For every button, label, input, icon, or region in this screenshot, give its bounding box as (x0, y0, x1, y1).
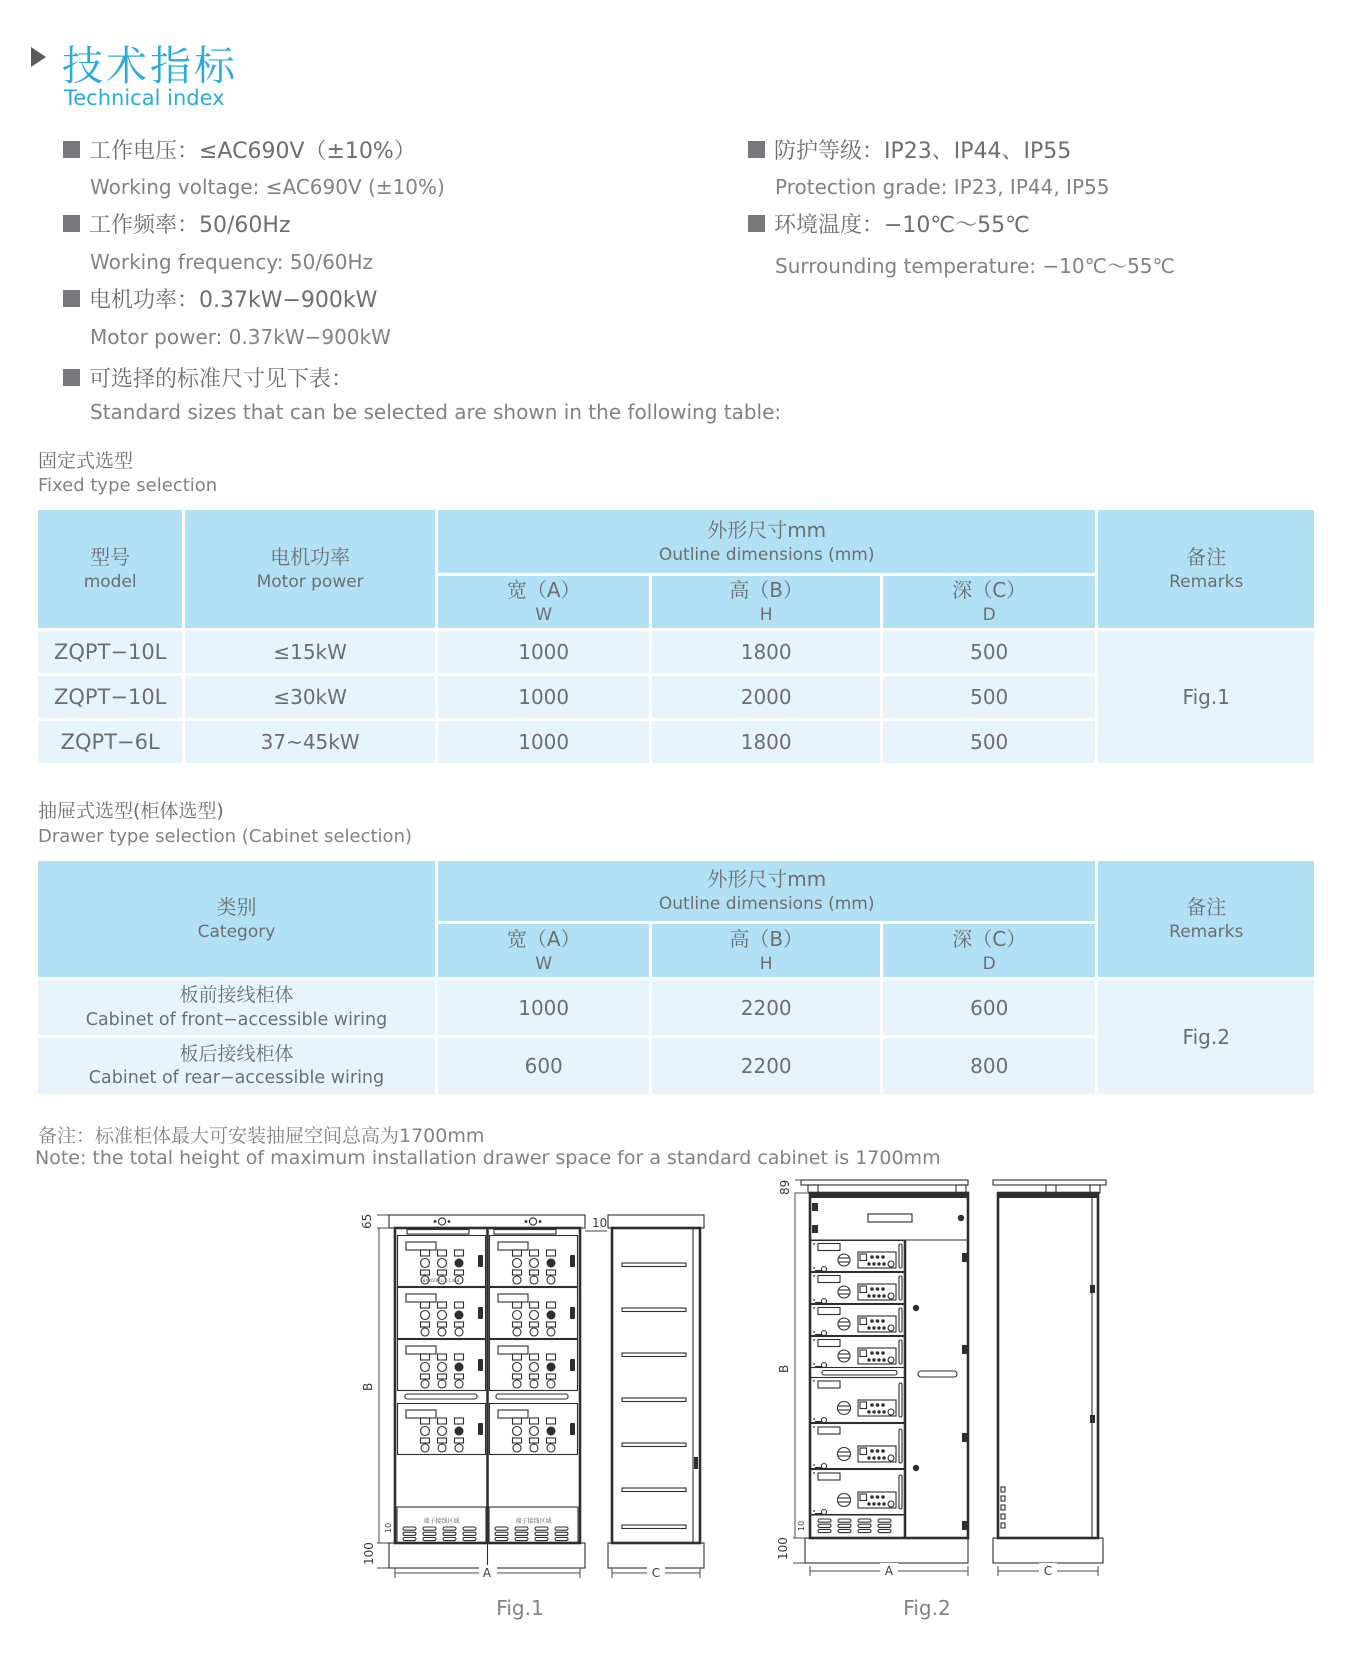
spec-sizes-intro (63, 362, 353, 393)
fig2-dim-B: B (777, 1364, 791, 1373)
fig1-terminal-label: 端子接线区域 (423, 1518, 460, 1525)
spec-zh-text: 工作电压：≤AC690V（±10%） (89, 139, 416, 164)
cell-width: 1000 (436, 630, 651, 675)
cell-height: 1800 (651, 720, 882, 765)
drawer-section-title-en: Drawer type selection (Cabinet selection) (38, 826, 413, 847)
cell-model: ZQPT−10L (37, 630, 184, 675)
fig1-dim-A: A (482, 1566, 492, 1580)
table-row (37, 630, 1316, 675)
col-header-height (651, 575, 882, 630)
cell-width: 1000 (436, 720, 651, 765)
drawer-section-title-zh: 抽屉式选型(柜体选型) (38, 800, 224, 822)
header-zh: 深（C） (952, 926, 1027, 951)
spec-zh-text: 防护等级：IP23、IP44、IP55 (774, 139, 1072, 164)
category-zh: 板后接线柜体 (179, 1042, 294, 1065)
header-en: W (535, 953, 553, 974)
spec-sizes-intro-en: Standard sizes that can be selected are shown in the following table: (90, 400, 782, 424)
spec-protection-grade (748, 134, 1071, 165)
col-header-remarks (1097, 860, 1316, 979)
spec-working-voltage-en: Working voltage: ≤AC690V (±10%) (90, 175, 445, 199)
fig1-dim-100: 100 (362, 1542, 376, 1565)
header-zh: 外形尺寸mm (707, 867, 827, 892)
cell-depth: 600 (881, 979, 1097, 1037)
fig1-dim-65: 65 (360, 1213, 374, 1229)
spec-working-frequency-en: Working frequency: 50/60Hz (90, 250, 374, 274)
header-en: H (759, 953, 773, 974)
cell-depth: 500 (881, 720, 1097, 765)
cell-power: ≤30kW (184, 675, 437, 720)
header-en: Remarks (1169, 922, 1244, 943)
col-header-depth (881, 923, 1097, 979)
col-header-height (651, 923, 882, 979)
page-subtitle: Technical index (64, 86, 225, 110)
fig1-tiny-label: BX20/3RL/X-13A8 (422, 1278, 460, 1283)
header-zh: 电机功率 (270, 545, 351, 570)
header-en: Remarks (1169, 572, 1244, 593)
col-header-outline-dimensions (436, 860, 1097, 923)
fig1-dim-B: B (361, 1382, 375, 1391)
spec-zh-text: 电机功率：0.37kW−900kW (89, 288, 378, 313)
note-zh: 备注：标准柜体最大可安装抽屉空间总高为1700mm (38, 1125, 485, 1147)
header-en: Category (197, 922, 276, 943)
fig1-drawing (355, 1195, 725, 1635)
cell-remark: Fig.1 (1097, 630, 1316, 765)
fig1-dim-C: C (651, 1566, 661, 1580)
fixed-section-title-en: Fixed type selection (38, 475, 218, 496)
fig1-dim-10-small: 10 (384, 1522, 393, 1533)
square-bullet-icon (748, 141, 765, 158)
cell-remark: Fig.2 (1097, 979, 1316, 1096)
col-header-depth (881, 575, 1097, 630)
fig2-caption: Fig.2 (903, 1596, 951, 1620)
cell-width: 1000 (436, 979, 651, 1037)
header-zh: 备注 (1186, 895, 1227, 920)
header-zh: 高（B） (729, 926, 804, 951)
cell-width: 1000 (436, 675, 651, 720)
header-en: Outline dimensions (mm) (658, 894, 875, 915)
spec-motor-power (63, 283, 377, 314)
header-en: Motor power (256, 572, 364, 593)
category-en: Cabinet of rear−accessible wiring (88, 1068, 385, 1089)
square-bullet-icon (63, 369, 80, 386)
fig2-dim-10-small: 10 (797, 1520, 806, 1531)
header-en: D (982, 605, 996, 626)
fig2-dim-89: 89 (778, 1179, 792, 1195)
cell-depth: 800 (881, 1037, 1097, 1096)
cell-power: ≤15kW (184, 630, 437, 675)
cell-power: 37~45kW (184, 720, 437, 765)
fig1-caption: Fig.1 (496, 1596, 544, 1620)
fig2-dim-100: 100 (776, 1537, 790, 1560)
cell-width: 600 (436, 1037, 651, 1096)
col-header-motor-power (184, 509, 437, 630)
header-zh: 高（B） (729, 578, 804, 603)
square-bullet-icon (63, 141, 80, 158)
fig1-dim-10-top: 10 (592, 1216, 608, 1230)
square-bullet-icon (63, 290, 80, 307)
header-zh: 类别 (216, 895, 257, 920)
cell-height: 2200 (651, 1037, 882, 1096)
header-zh: 备注 (1186, 545, 1227, 570)
fixed-section-title-zh: 固定式选型 (38, 450, 134, 472)
col-header-width (436, 923, 651, 979)
cell-height: 1800 (651, 630, 882, 675)
category-en: Cabinet of front−accessible wiring (85, 1009, 388, 1030)
spec-zh-text: 可选择的标准尺寸见下表： (89, 367, 354, 392)
spec-protection-grade-en: Protection grade: IP23, IP44, IP55 (775, 175, 1110, 199)
header-zh: 宽（A） (506, 578, 581, 603)
col-header-width (436, 575, 651, 630)
cell-category (37, 979, 437, 1037)
cell-depth: 500 (881, 630, 1097, 675)
cell-category (37, 1037, 437, 1096)
spec-zh-text: 工作频率：50/60Hz (89, 213, 291, 238)
header-zh: 深（C） (952, 578, 1027, 603)
cell-height: 2000 (651, 675, 882, 720)
page-title: 技术指标 (62, 42, 238, 90)
spec-surrounding-temperature-en: Surrounding temperature: −10℃～55℃ (775, 254, 1175, 278)
fixed-type-table (35, 507, 1317, 766)
header-en: Outline dimensions (mm) (658, 544, 875, 565)
cell-model: ZQPT−6L (37, 720, 184, 765)
fig2-drawing (765, 1165, 1125, 1635)
spec-motor-power-en: Motor power: 0.37kW−900kW (90, 325, 391, 349)
fig1-terminal-label: 端子接线区域 (515, 1518, 552, 1525)
spec-working-voltage (63, 134, 416, 165)
table-row (37, 979, 1316, 1037)
cell-depth: 500 (881, 675, 1097, 720)
cell-model: ZQPT−10L (37, 675, 184, 720)
col-header-category (37, 860, 437, 979)
square-bullet-icon (63, 215, 80, 232)
spec-working-frequency (63, 208, 291, 239)
spec-zh-text: 环境温度：−10℃～55℃ (774, 213, 1030, 238)
drawer-type-table (35, 858, 1317, 1097)
header-en: model (83, 572, 137, 593)
category-zh: 板前接线柜体 (179, 984, 294, 1007)
fig2-dim-A: A (884, 1564, 894, 1578)
header-zh: 宽（A） (506, 926, 581, 951)
square-bullet-icon (748, 215, 765, 232)
col-header-remarks (1097, 509, 1316, 630)
spec-surrounding-temperature (748, 208, 1030, 239)
header-zh: 型号 (90, 545, 131, 570)
header-zh: 外形尺寸mm (707, 517, 827, 542)
header-en: H (759, 605, 773, 626)
fig2-dim-C: C (1043, 1564, 1053, 1578)
cell-height: 2200 (651, 979, 882, 1037)
header-en: D (982, 953, 996, 974)
note-en: Note: the total height of maximum installation drawer space for a standard cabinet is 1700mm (35, 1147, 941, 1169)
col-header-outline-dimensions (436, 509, 1097, 575)
col-header-model (37, 509, 184, 630)
section-arrow-icon (31, 47, 46, 67)
header-en: W (535, 605, 553, 626)
